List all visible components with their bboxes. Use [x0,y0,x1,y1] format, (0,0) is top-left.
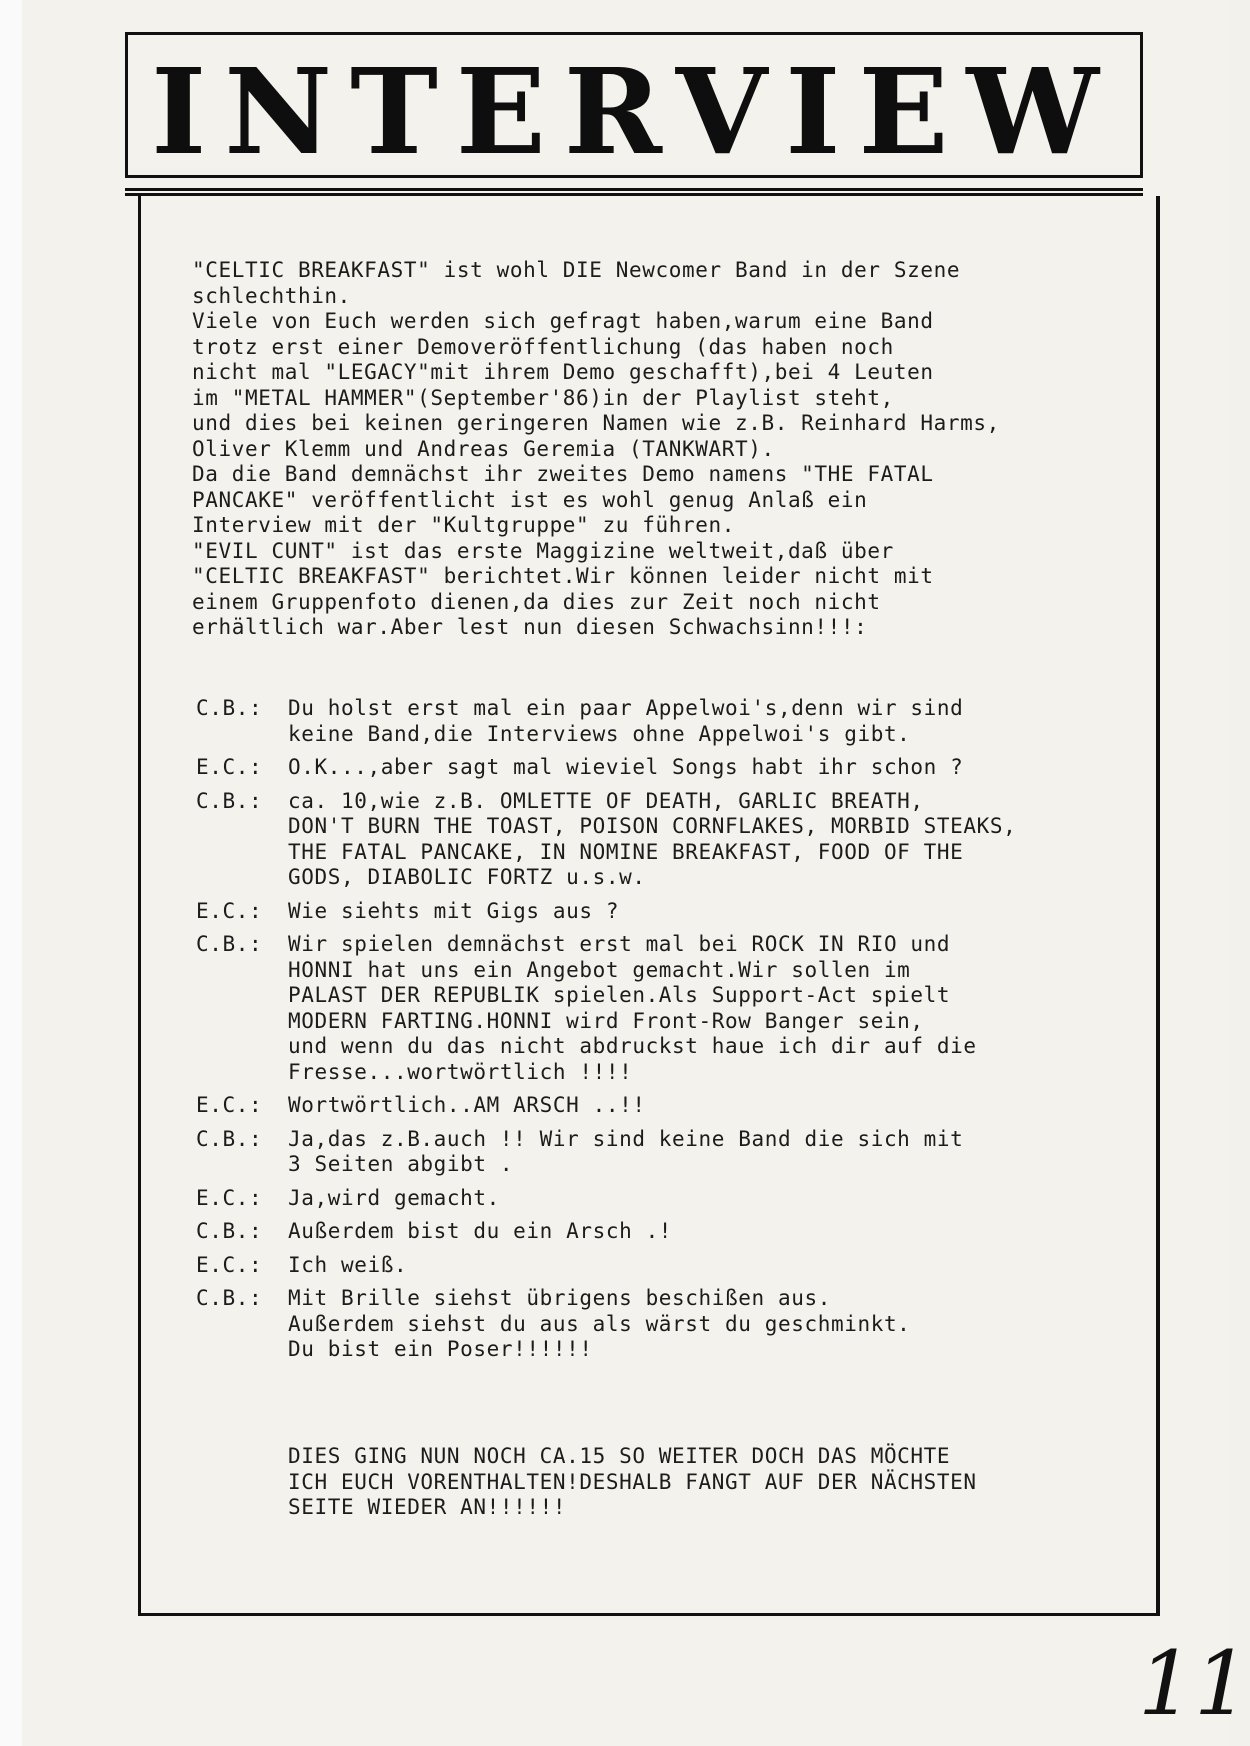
speaker-label: C.B.: [196,932,263,956]
speech-text: Wortwörtlich..AM ARSCH ..!! [288,1093,646,1117]
speaker-label: E.C.: [196,1185,263,1210]
speech-text: Außerdem bist du ein Arsch .! [288,1219,673,1243]
intro-line: PANCAKE" veröffentlicht ist es wohl genug Anlaß ein [192,487,868,512]
scan-margin [0,0,22,1746]
intro-line: "CELTIC BREAKFAST" berichtet.Wir können leider nicht mit [192,564,934,588]
speaker-label: E.C.: [196,1252,263,1277]
speech-text: Ich weiß. [288,1252,408,1277]
intro-line: schlechthin. [192,283,351,308]
speech-text: Wie siehts mit Gigs aus ? [288,898,620,923]
intro-line: Viele von Euch werden sich gefragt haben,warum eine Band [192,309,934,333]
intro-line: Da die Band demnächst ihr zweites Demo namens "THE FATAL [192,462,934,486]
intro-line: nicht mal "LEGACY"mit ihrem Demo geschafft),bei 4 Leuten [192,360,934,384]
intro-line: "CELTIC BREAKFAST" ist wohl DIE Newcomer Band in der Szene [192,258,961,282]
speaker-label: E.C.: [196,1093,263,1117]
title-box [125,32,1143,181]
dialog-turn [196,696,1116,747]
intro-line: erhältlich war.Aber lest nun diesen Schwachsinn!!!: [192,615,868,639]
speaker-label: E.C.: [196,898,263,923]
dialog-turn [196,932,1116,1085]
intro-line: im "METAL HAMMER"(September'86)in der Playlist steht, [192,385,894,410]
speech-text: ca. 10,wie z.B. OMLETTE OF DEATH, GARLIC BREATH, DON'T BURN THE TOAST, POISON CORNFLAKES, MORBID STEAKS, THE FATAL PANCAKE, IN NOMINE BREAKFAST, FOOD OF THE GODS, DIABOLIC FORTZ u.s.w. [288,788,1017,889]
intro-line: einem Gruppenfoto dienen,da dies zur Zeit noch nicht [192,589,881,614]
title-double-rule [125,188,1143,196]
intro-line: "EVIL CUNT" ist das erste Maggizine weltweit,daß über [192,538,894,563]
speaker-label: C.B.: [196,696,263,720]
speech-text: Ja,das z.B.auch !! Wir sind keine Band die sich mit 3 Seiten abgibt . [288,1126,964,1176]
closing-note: DIES GING NUN NOCH CA.15 SO WEITER DOCH DAS MÖCHTE ICH EUCH VORENTHALTEN!DESHALB FANGT AUF DER NÄCHSTEN SEITE WIEDER AN!!!!!! [288,1444,977,1519]
intro-line: Interview mit der "Kultgruppe" zu führen. [192,513,735,537]
speaker-label: C.B.: [196,1126,263,1151]
dialog-turn [196,1127,1116,1178]
dialog-turn [196,1186,1116,1212]
intro-line: trotz erst einer Demoveröffentlichung (das haben noch [192,334,894,359]
dialog-turn [196,1093,1116,1119]
intro-line: Oliver Klemm und Andreas Geremia (TANKWART). [192,436,775,461]
intro-paragraph [192,258,1092,641]
speaker-label: E.C.: [196,755,263,779]
speaker-label: C.B.: [196,1286,263,1310]
interview-dialog [196,696,1116,1363]
intro-line: und dies bei keinen geringeren Namen wie z.B. Reinhard Harms, [192,411,1000,435]
speech-text: O.K...,aber sagt mal wieviel Songs habt ihr schon ? [288,755,964,779]
dialog-turn [196,899,1116,925]
speaker-label: C.B.: [196,788,263,813]
dialog-turn [196,1286,1116,1363]
dialog-turn [196,789,1116,891]
speech-text: Ja,wird gemacht. [288,1185,500,1210]
speaker-label: C.B.: [196,1219,263,1243]
dialog-turn [196,755,1116,781]
dialog-turn [196,1219,1116,1245]
speech-text: Wir spielen demnächst erst mal bei ROCK IN RIO und HONNI hat uns ein Angebot gemacht.Wir sollen im PALAST DER REPUBLIK spielen.Als Support-Act spielt MODERN FARTING.HONNI wird Front-Row Banger sein, und wenn du das nicht abdruckst haue ich dir auf die Fresse...wortwörtlich !!!! [288,932,977,1084]
speech-text: Du holst erst mal ein paar Appelwoi's,denn wir sind keine Band,die Interviews ohne Appelwoi's gibt. [288,696,964,746]
dialog-turn [196,1253,1116,1279]
speech-text: Mit Brille siehst übrigens beschißen aus. Außerdem siehst du aus als wärst du geschminkt. Du bist ein Poser!!!!!! [288,1286,911,1361]
page-number: 11 [1138,1632,1250,1735]
page-title: INTERVIEW [151,42,1117,181]
